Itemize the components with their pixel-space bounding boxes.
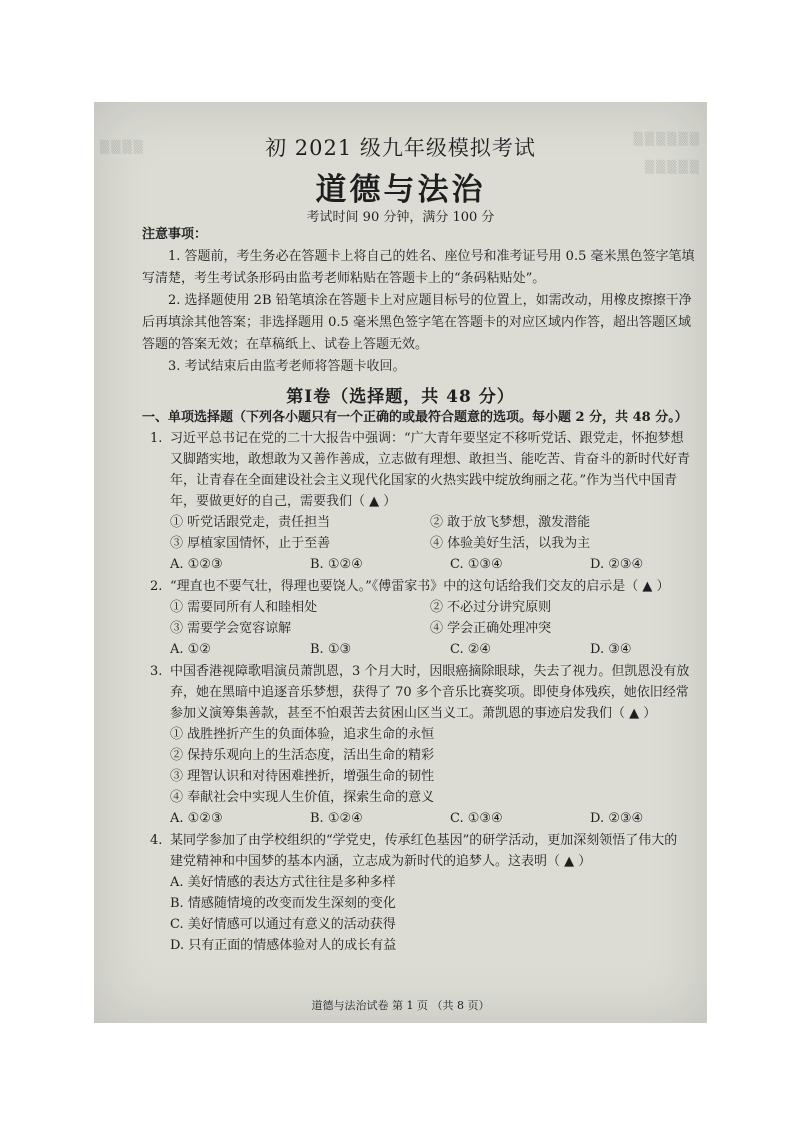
exam-title: 初 2021 级九年级模拟考试	[265, 136, 536, 160]
part-heading: 一、单项选择题（下列各小题只有一个正确的或最符合题意的选项。每小题 2 分，共 48 分。）	[142, 410, 688, 425]
statement-option: ④ 体验美好生活，以我为主	[430, 536, 591, 551]
answer-choice: C. ①③④	[450, 811, 503, 826]
subject-title: 道德与法治	[315, 172, 486, 208]
answer-choice: A. ①②③	[170, 557, 223, 572]
answer-choice: B. ①③	[310, 642, 352, 657]
page-footer: 道德与法治试卷 第 1 页 （共 8 页）	[311, 999, 490, 1012]
question-text: 习近平总书记在党的二十大报告中强调：“广大青年要坚定不移听党话、跟党走，怀抱梦想又脚踏实地，敢想敢为又善作善成，立志做有理想、敢担当、能吃苦、肯奋斗的新时代好青年，让青春在全面建设社会主义现代化国家的火热实践中绽放绚丽之花。”作为当代中国青年，要做更好的自己，需要我们（ ▲ ）	[170, 431, 691, 509]
notice-item: 3. 考试结束后由监考老师将答题卡收回。	[168, 359, 406, 374]
answer-choice: A. ①②③	[170, 811, 223, 826]
statement-options	[150, 512, 690, 554]
statement-option: ① 需要同所有人和睦相处	[170, 600, 318, 615]
question-stem	[150, 576, 690, 597]
answer-choice: A. 美好情感的表达方式往往是多种多样	[170, 875, 396, 890]
notice-item: 1. 答题前，考生务必在答题卡上将自己的姓名、座位号和准考证号用 0.5 毫米黑色签字笔填写清楚，考生考试条形码由监考老师粘贴在答题卡上的“条码粘贴处”。	[142, 249, 695, 286]
answer-choice: C. ①③④	[450, 557, 503, 572]
answer-choice: D. ③④	[590, 642, 632, 657]
answer-choice: D. 只有正面的情感体验对人的成长有益	[170, 938, 397, 953]
question-1	[150, 428, 690, 575]
statement-options	[150, 724, 690, 808]
statement-option: ④ 奉献社会中实现人生价值，探索生命的意义	[170, 790, 435, 805]
answer-choices	[150, 872, 690, 956]
statement-option: ② 不必过分讲究原则	[430, 600, 552, 615]
question-3	[150, 661, 690, 829]
answer-choice: D. ②③④	[590, 811, 644, 826]
answer-choices	[150, 639, 690, 660]
statement-option: ② 敢于放飞梦想，激发潜能	[430, 515, 591, 530]
answer-choices	[150, 808, 690, 829]
statement-option: ③ 需要学会宽容谅解	[170, 621, 292, 636]
bleed-through-shadow: ▒▒▒▒▒	[644, 160, 701, 174]
answer-choice: C. 美好情感可以通过有意义的活动获得	[170, 917, 396, 932]
statement-option: ① 战胜挫折产生的负面体验，追求生命的永恒	[170, 727, 435, 742]
question-number: 1.	[150, 431, 163, 446]
statement-option: ① 听党话跟党走，责任担当	[170, 515, 331, 530]
statement-options	[150, 597, 690, 639]
question-list	[150, 428, 690, 957]
answer-choice: A. ①②	[170, 642, 211, 657]
exam-duration: 考试时间 90 分钟，满分 100 分	[306, 210, 495, 225]
notice-item: 2. 选择题使用 2B 铅笔填涂在答题卡上对应题目标号的位置上，如需改动，用橡皮擦擦干净后再填涂其他答案；非选择题用 0.5 毫米黑色签字笔在答题卡的对应区域内作答，超出答题区域答题的答案无效；在草稿纸上、试卷上答题无效。	[142, 293, 692, 352]
bleed-through-shadow: ▒▒▒▒▒▒	[633, 132, 701, 146]
notice-heading: 注意事项：	[142, 227, 208, 242]
question-stem	[150, 661, 690, 724]
question-stem	[150, 428, 690, 512]
question-text: 某同学参加了由学校组织的“学党史，传承红色基因”的研学活动，更加深刻领悟了伟大的建党精神和中国梦的基本内涵，立志成为新时代的追梦人。这表明（ ▲ ）	[170, 833, 678, 869]
bleed-through-shadow: ▒▒▒▒	[100, 140, 145, 154]
statement-option: ② 保持乐观向上的生活态度，活出生命的精彩	[170, 748, 435, 763]
question-number: 3.	[150, 664, 163, 679]
answer-choice: D. ②③④	[590, 557, 644, 572]
question-stem	[150, 830, 690, 872]
notice-block	[142, 224, 702, 378]
question-4	[150, 830, 690, 956]
answer-choices	[150, 554, 690, 575]
statement-option: ④ 学会正确处理冲突	[430, 621, 552, 636]
answer-choice: B. 情感随情境的改变而发生深刻的变化	[170, 896, 396, 911]
question-text: 中国香港视障歌唱演员萧凯恩，3 个月大时，因眼癌摘除眼球，失去了视力。但凯恩没有放弃，她在黑暗中追逐音乐梦想，获得了 70 多个音乐比赛奖项。即使身体残疾，她依旧经常参加义演筹集善款，甚至不怕艰苦去贫困山区当义工。萧凯恩的事迹启发我们（ ▲ ）	[170, 664, 690, 721]
exam-page	[94, 102, 707, 1023]
answer-choice: C. ②④	[450, 642, 492, 657]
question-2	[150, 576, 690, 660]
answer-choice: B. ①②④	[310, 811, 363, 826]
statement-option: ③ 理智认识和对待困难挫折，增强生命的韧性	[170, 769, 435, 784]
question-number: 4.	[150, 833, 163, 848]
statement-option: ③ 厚植家国情怀，止于至善	[170, 536, 331, 551]
question-number: 2.	[150, 579, 163, 594]
answer-choice: B. ①②④	[310, 557, 363, 572]
question-text: “理直也不要气壮，得理也要饶人。”《傅雷家书》中的这句话给我们交友的启示是（ ▲ ）	[170, 579, 670, 594]
section-title: 第Ⅰ卷（选择题，共 48 分）	[286, 387, 515, 407]
